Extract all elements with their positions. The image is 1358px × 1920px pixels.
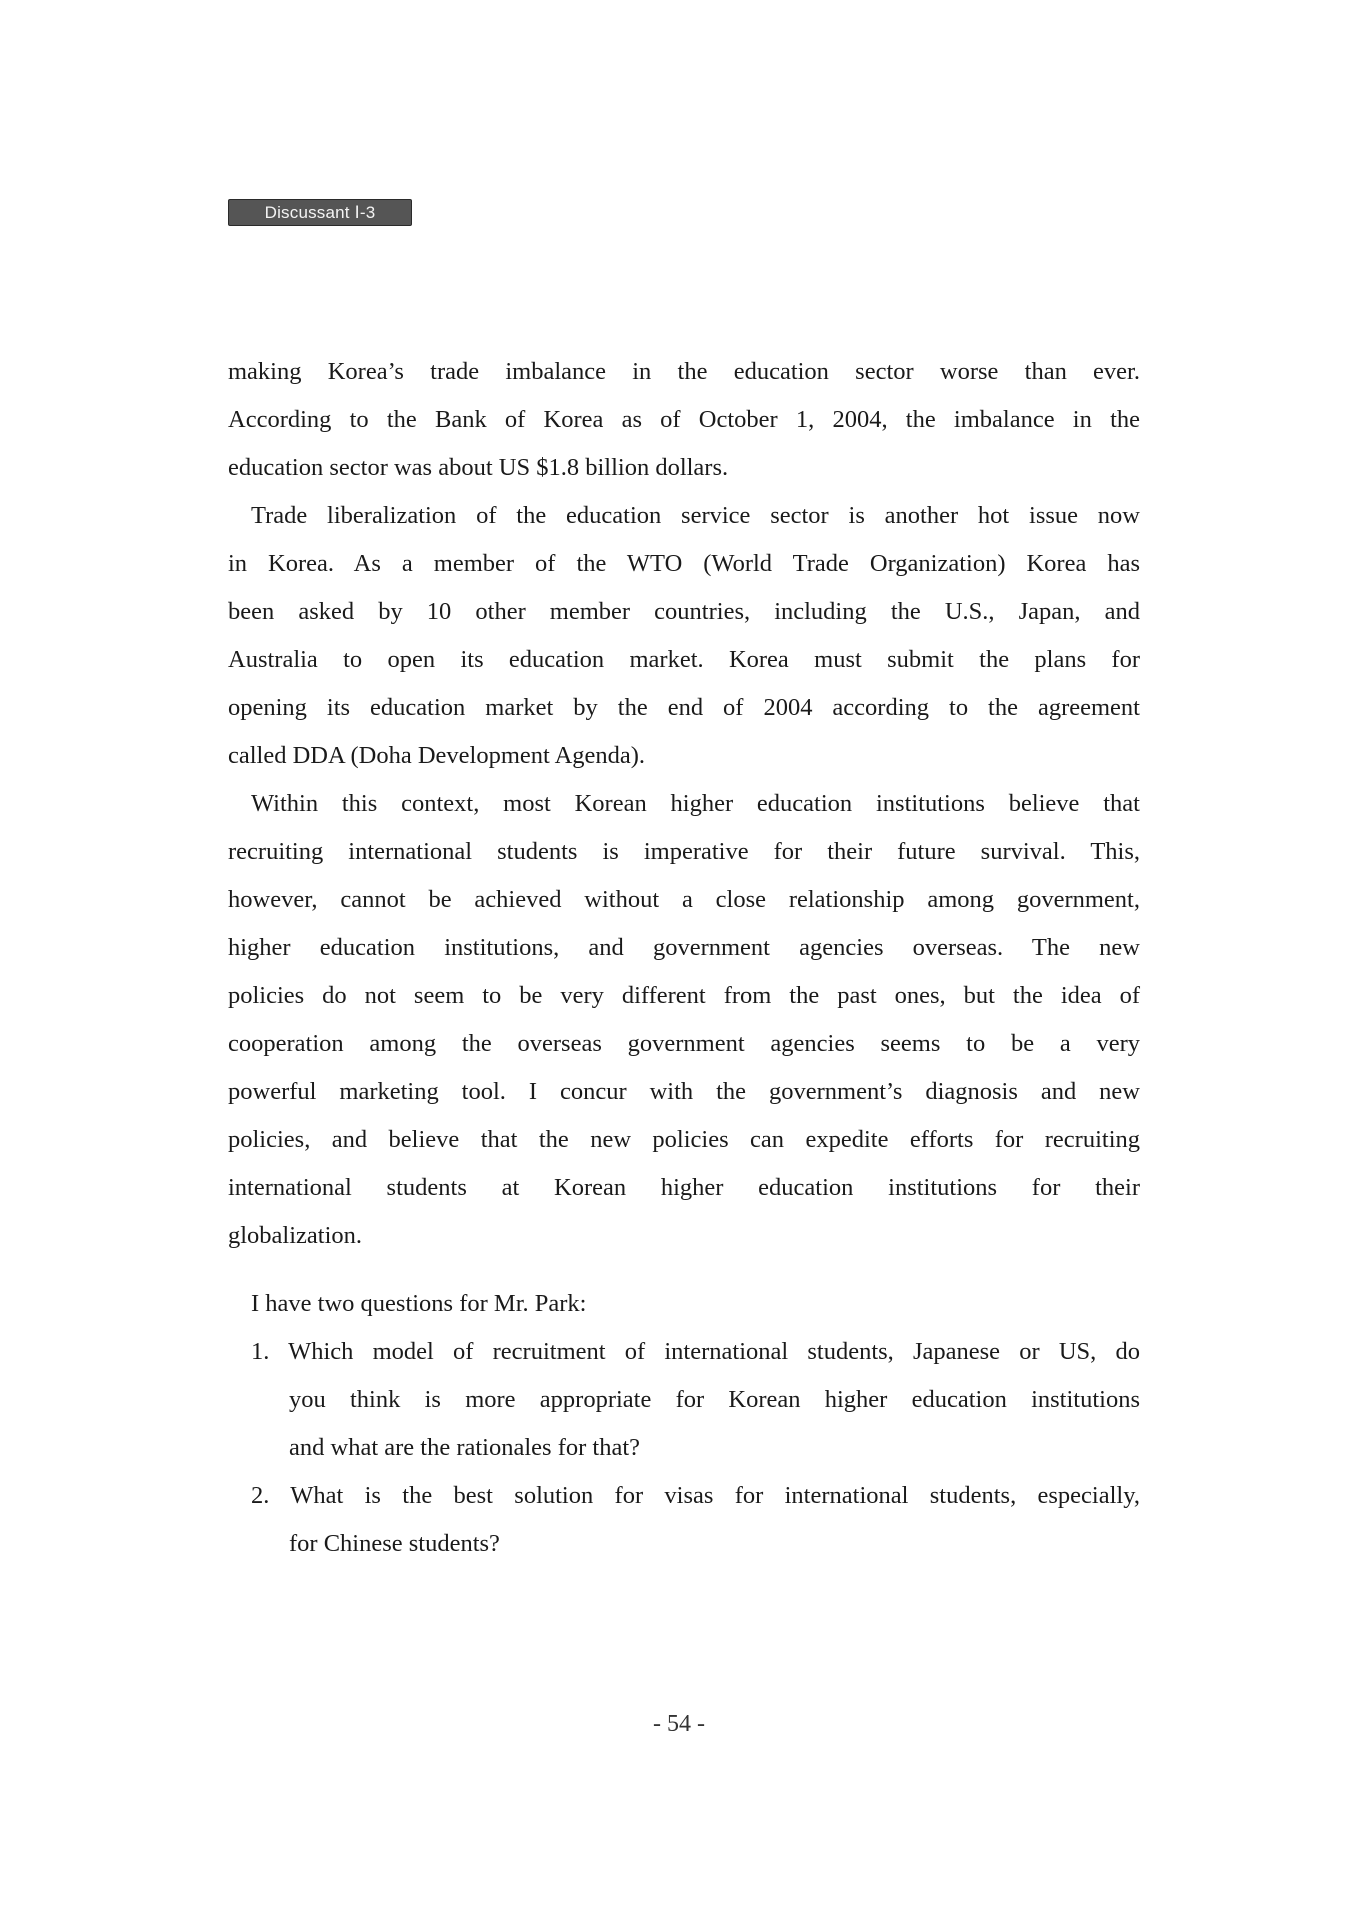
section-badge: Discussant Ⅰ-3 bbox=[228, 199, 412, 226]
question-line: and what are the rationales for that? bbox=[289, 1434, 641, 1461]
paragraph-line: international students at Korean higher education institutions for their bbox=[228, 1174, 1140, 1201]
paragraph-line: been asked by 10 other member countries, including the U.S., Japan, and bbox=[228, 598, 1140, 625]
paragraph-line: Within this context, most Korean higher education institutions believe that bbox=[251, 790, 1140, 817]
questions-intro: I have two questions for Mr. Park: bbox=[251, 1290, 587, 1317]
paragraph-line: Australia to open its education market. Korea must submit the plans for bbox=[228, 646, 1140, 673]
question-line: you think is more appropriate for Korean higher education institutions bbox=[289, 1386, 1140, 1413]
paragraph-2 bbox=[228, 492, 1140, 780]
paragraph-line: powerful marketing tool. I concur with the government’s diagnosis and new bbox=[228, 1078, 1140, 1105]
paragraph-line: globalization. bbox=[228, 1222, 363, 1249]
paragraph-line: however, cannot be achieved without a close relationship among government, bbox=[228, 886, 1140, 913]
paragraph-line: policies, and believe that the new policies can expedite efforts for recruiting bbox=[228, 1126, 1140, 1153]
paragraph-line: cooperation among the overseas government agencies seems to be a very bbox=[228, 1030, 1140, 1057]
document-body bbox=[228, 348, 1140, 1568]
paragraph-line: recruiting international students is imperative for their future survival. This, bbox=[228, 838, 1140, 865]
paragraph-line: making Korea’s trade imbalance in the education sector worse than ever. bbox=[228, 358, 1140, 385]
question-line: for Chinese students? bbox=[289, 1530, 500, 1557]
question-item-1 bbox=[228, 1328, 1140, 1472]
question-line: 2. What is the best solution for visas for international students, especially, bbox=[251, 1482, 1140, 1509]
paragraph-line: called DDA (Doha Development Agenda). bbox=[228, 742, 646, 769]
paragraph-line: According to the Bank of Korea as of October 1, 2004, the imbalance in the bbox=[228, 406, 1140, 433]
paragraph-1 bbox=[228, 348, 1140, 492]
questions-section bbox=[228, 1280, 1140, 1568]
paragraph-3 bbox=[228, 780, 1140, 1260]
question-item-2 bbox=[228, 1472, 1140, 1568]
paragraph-spacer bbox=[228, 1260, 1140, 1280]
paragraph-line: higher education institutions, and government agencies overseas. The new bbox=[228, 934, 1140, 961]
page-number: - 54 - bbox=[653, 1711, 705, 1737]
paragraph-line: opening its education market by the end of 2004 according to the agreement bbox=[228, 694, 1140, 721]
paragraph-line: policies do not seem to be very different from the past ones, but the idea of bbox=[228, 982, 1140, 1009]
paragraph-line: Trade liberalization of the education service sector is another hot issue now bbox=[251, 502, 1140, 529]
question-line: 1. Which model of recruitment of international students, Japanese or US, do bbox=[251, 1338, 1140, 1365]
paragraph-line: education sector was about US $1.8 billion dollars. bbox=[228, 454, 729, 481]
paragraph-line: in Korea. As a member of the WTO (World Trade Organization) Korea has bbox=[228, 550, 1140, 577]
